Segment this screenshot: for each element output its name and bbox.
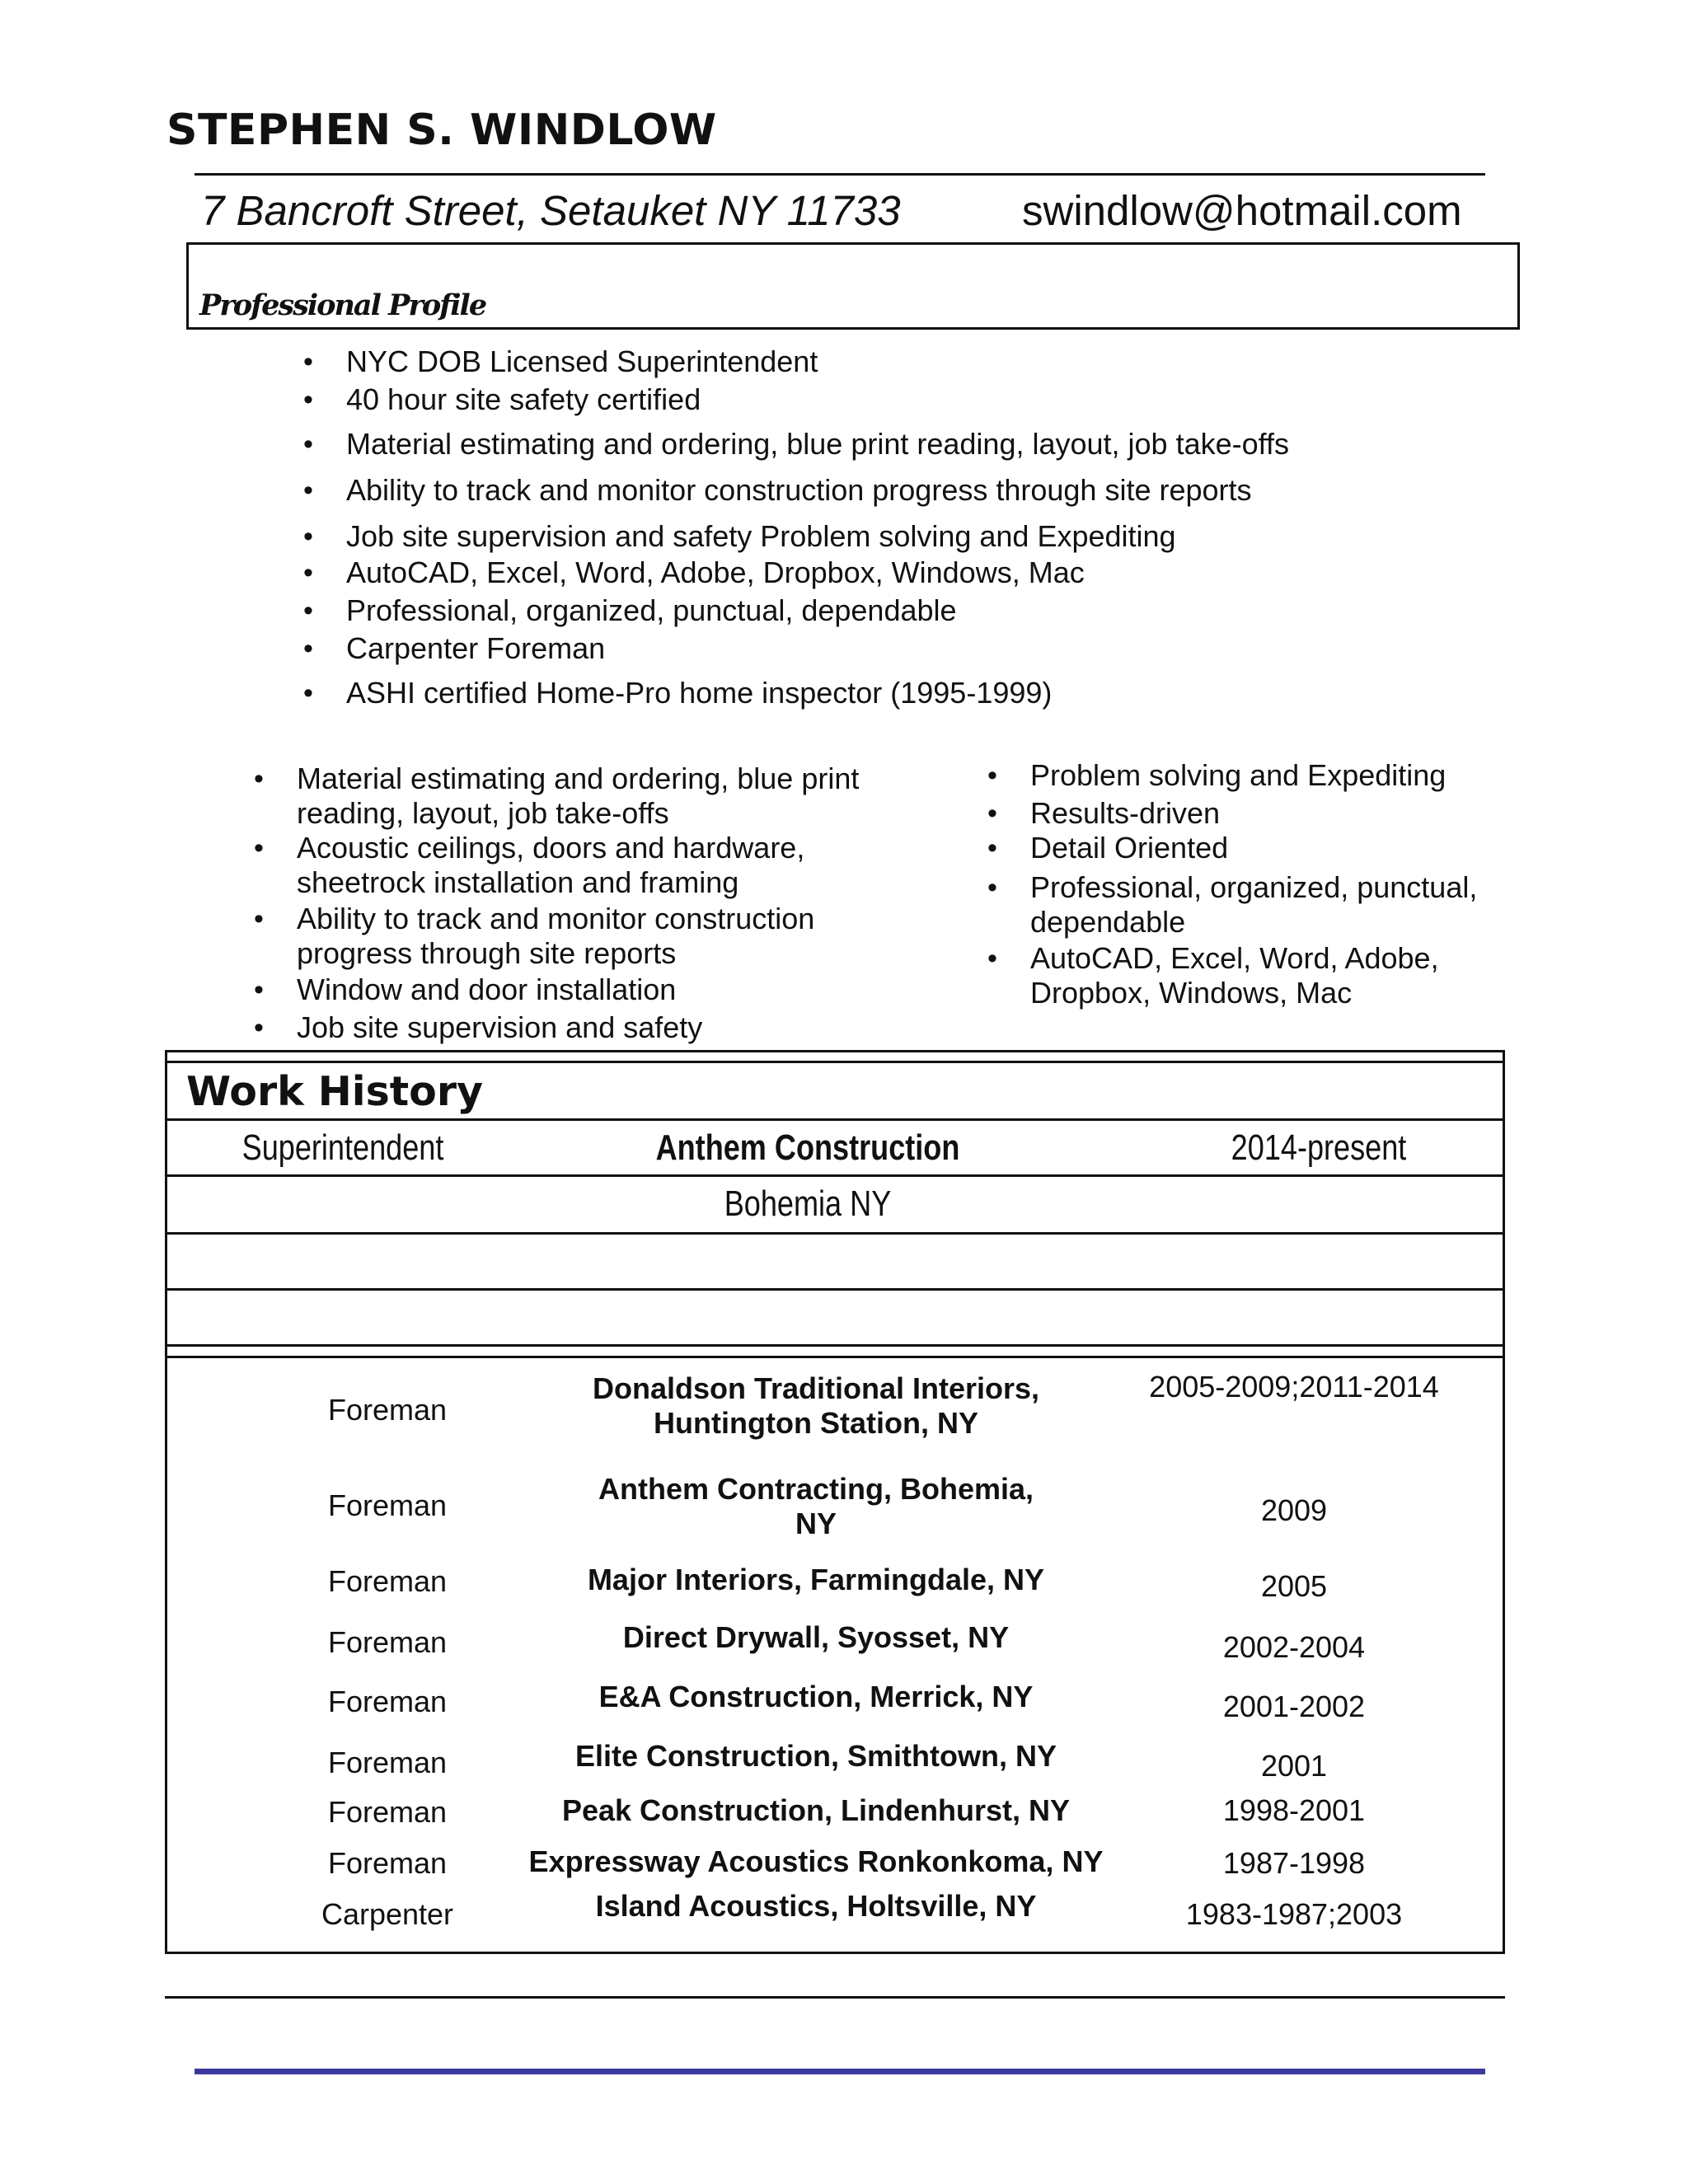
skill-item: • Material estimating and ordering, blue print reading, layout, job take-offs	[297, 762, 859, 831]
job-company: Major Interiors, Farmingdale, NY	[587, 1563, 1045, 1596]
current-role: Superintendent	[241, 1127, 444, 1168]
skill-item: • Professional, organized, punctual, dependable	[1030, 870, 1477, 940]
table-rule	[167, 1232, 1503, 1235]
job-dates: 2002-2004	[1222, 1630, 1366, 1664]
skill-item: • Results-driven	[1030, 796, 1220, 831]
skill-item: • Job site supervision and safety	[297, 1010, 702, 1045]
job-dates: 1987-1998	[1222, 1846, 1366, 1880]
job-role: Foreman	[327, 1795, 448, 1829]
table-rule	[167, 1174, 1503, 1177]
email: swindlow@hotmail.com	[1022, 187, 1462, 234]
profile-item: • Material estimating and ordering, blue print reading, layout, job take-offs	[346, 427, 1289, 462]
current-location: Bohemia NY	[724, 1183, 892, 1224]
job-dates: 2001	[1260, 1749, 1328, 1783]
profile-title: Professional Profile	[199, 288, 486, 322]
current-company: Anthem Construction	[655, 1127, 960, 1168]
job-company: Island Acoustics, Holtsville, NY	[595, 1889, 1037, 1923]
job-role: Foreman	[327, 1846, 448, 1880]
job-dates: 2005	[1260, 1569, 1328, 1603]
skill-item: • Detail Oriented	[1030, 831, 1228, 865]
table-rule	[167, 1344, 1503, 1347]
current-dates: 2014-present	[1231, 1127, 1407, 1168]
work-history-title: Work History	[186, 1068, 483, 1115]
job-role: Foreman	[327, 1685, 448, 1718]
profile-item: • Ability to track and monitor construction progress through site reports	[346, 473, 1252, 508]
job-company: Peak Construction, Lindenhurst, NY	[561, 1793, 1071, 1827]
job-role: Carpenter	[321, 1897, 454, 1931]
job-company: Direct Drywall, Syosset, NY	[622, 1620, 1010, 1654]
job-dates: 2009	[1260, 1493, 1328, 1527]
job-dates: 1998-2001	[1222, 1793, 1366, 1827]
profile-item: • ASHI certified Home-Pro home inspector (1995-1999)	[346, 676, 1052, 710]
address: 7 Bancroft Street, Setauket NY 11733	[201, 187, 901, 234]
job-dates: 2005-2009;2011-2014	[1149, 1370, 1439, 1404]
profile-item: • Carpenter Foreman	[346, 631, 605, 666]
job-role: Foreman	[327, 1393, 448, 1427]
job-company: Anthem Contracting, Bohemia, NY	[598, 1472, 1034, 1540]
profile-item: • 40 hour site safety certified	[346, 382, 701, 417]
table-rule	[167, 1061, 1503, 1063]
job-role: Foreman	[327, 1746, 448, 1779]
footer-accent-line	[195, 2069, 1485, 2074]
header-divider	[195, 173, 1485, 176]
job-company: E&A Construction, Merrick, NY	[598, 1680, 1034, 1713]
profile-item: • Professional, organized, punctual, dependable	[346, 593, 957, 628]
job-company: Expressway Acoustics Ronkonkoma, NY	[528, 1844, 1104, 1878]
skill-item: • Window and door installation	[297, 972, 676, 1007]
job-company: Elite Construction, Smithtown, NY	[575, 1739, 1057, 1773]
bottom-divider	[165, 1996, 1505, 1999]
table-rule	[167, 1288, 1503, 1291]
job-role: Foreman	[327, 1564, 448, 1598]
job-company: Donaldson Traditional Interiors, Huntington Station, NY	[592, 1371, 1040, 1440]
profile-item: • Job site supervision and safety Problem solving and Expediting	[346, 519, 1176, 554]
skill-item: • AutoCAD, Excel, Word, Adobe, Dropbox, Windows, Mac	[1030, 941, 1439, 1010]
job-dates: 1983-1987;2003	[1185, 1897, 1403, 1931]
skill-item: • Ability to track and monitor construction progress through site reports	[297, 902, 814, 971]
table-rule	[167, 1356, 1503, 1358]
profile-item: • AutoCAD, Excel, Word, Adobe, Dropbox, Windows, Mac	[346, 555, 1085, 590]
skill-item: • Acoustic ceilings, doors and hardware, sheetrock installation and framing	[297, 831, 804, 900]
profile-item: • NYC DOB Licensed Superintendent	[346, 344, 818, 379]
candidate-name: STEPHEN S. WINDLOW	[166, 105, 717, 155]
skill-item: • Problem solving and Expediting	[1030, 758, 1446, 793]
job-dates: 2001-2002	[1222, 1690, 1366, 1723]
table-rule	[167, 1118, 1503, 1121]
job-role: Foreman	[327, 1625, 448, 1659]
job-role: Foreman	[327, 1488, 448, 1522]
